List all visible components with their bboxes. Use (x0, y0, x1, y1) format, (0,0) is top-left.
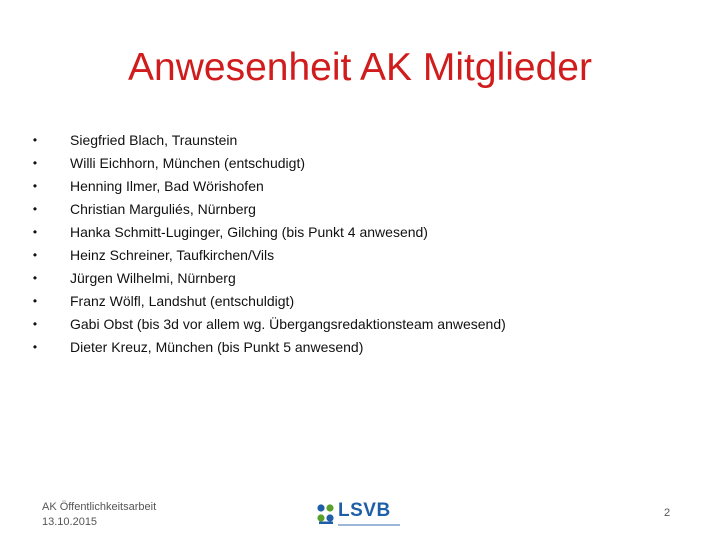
bullet: • (32, 294, 38, 308)
bullet: • (32, 248, 38, 262)
logo-tagline (338, 524, 400, 526)
footer-text (42, 500, 156, 530)
bullet: • (32, 271, 38, 285)
bullet: • (32, 202, 38, 216)
list-item-text: Siegfried Blach, Traunstein (70, 132, 238, 148)
list-item-text: Henning Ilmer, Bad Wörishofen (70, 178, 264, 194)
bullet: • (32, 133, 38, 147)
bullet: • (32, 317, 38, 331)
logo-mark-icon (316, 503, 336, 525)
list-item-text: Gabi Obst (bis 3d vor allem wg. Übergangsredaktionsteam anwesend) (70, 316, 506, 332)
list-item-text: Willi Eichhorn, München (entschudigt) (70, 155, 305, 171)
list-item-text: Dieter Kreuz, München (bis Punkt 5 anwesend) (70, 339, 364, 355)
bullet: • (32, 156, 38, 170)
bullet: • (32, 225, 38, 239)
list-item-text: Heinz Schreiner, Taufkirchen/Vils (70, 247, 275, 263)
page-number: 2 (664, 507, 671, 519)
lsvb-logo (316, 502, 406, 530)
logo-text: LSVB (338, 500, 391, 521)
bullet: • (32, 179, 38, 193)
footer-date: 13.10.2015 (42, 516, 98, 528)
list-item-text: Christian Marguliés, Nürnberg (70, 201, 256, 217)
list-item-text: Franz Wölfl, Landshut (entschuldigt) (70, 293, 295, 309)
slide-title: Anwesenheit AK Mitglieder (128, 46, 592, 89)
list-item-text: Hanka Schmitt-Luginger, Gilching (bis Punkt 4 anwesend) (70, 224, 428, 240)
footer-department: AK Öffentlichkeitsarbeit (42, 501, 157, 513)
bullet: • (32, 340, 38, 354)
list-item-text: Jürgen Wilhelmi, Nürnberg (70, 270, 236, 286)
